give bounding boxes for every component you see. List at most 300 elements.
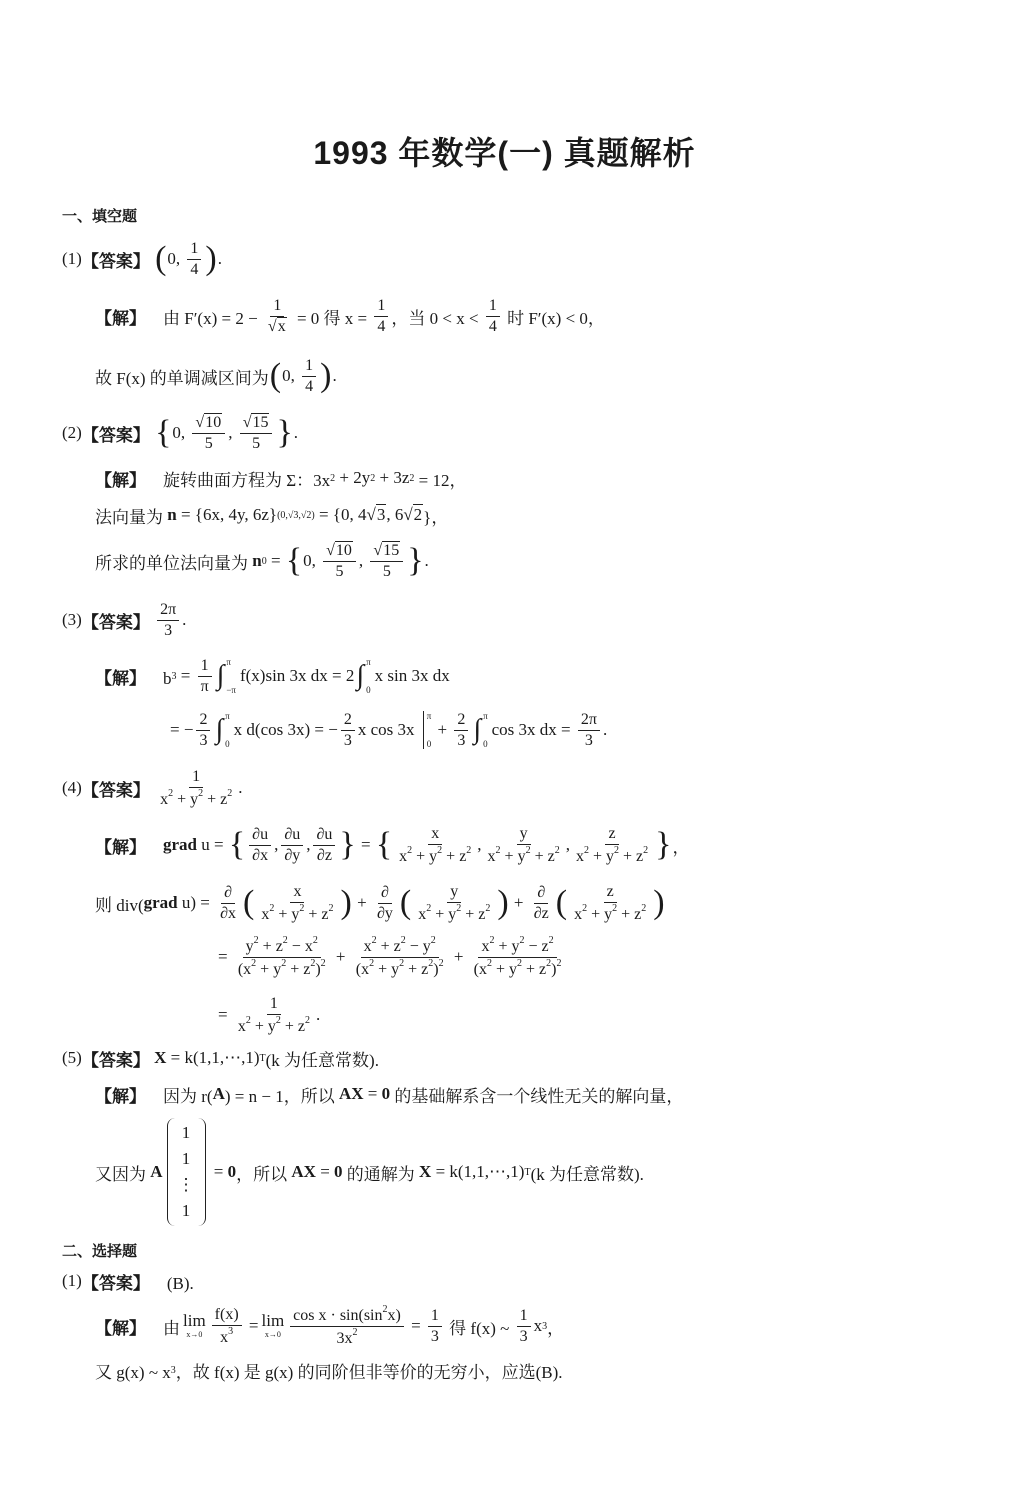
math-text: cos x · sin(sin: [293, 1307, 383, 1325]
q2-solution-normal: [95, 493, 448, 537]
subscript: 3: [171, 670, 177, 682]
superscript: 2: [466, 844, 472, 856]
fraction: [196, 710, 210, 749]
math-text: x: [160, 790, 169, 808]
bold-text: 0: [227, 1162, 237, 1181]
superscript: 2: [282, 935, 288, 947]
numerator: [605, 824, 618, 844]
bold-text: 【答案】: [81, 251, 150, 271]
radicand: 10: [335, 542, 352, 560]
c1-solution-cont: [95, 1348, 563, 1392]
math-text: 的基础解系含一个线性无关的解向量，: [390, 1086, 684, 1106]
denominator: [157, 788, 235, 809]
math-text: x: [431, 825, 440, 843]
radicand: 3: [376, 505, 386, 524]
fraction: [290, 1304, 404, 1347]
math-text: (1): [62, 1271, 82, 1290]
bold-text: 【答案】: [81, 780, 150, 800]
q3-solution: [95, 654, 450, 698]
lim-subscript: x→0: [186, 1329, 203, 1339]
math-text: x: [399, 847, 408, 865]
denominator: [281, 846, 303, 865]
math-text: 由: [146, 1318, 180, 1338]
math-text: x: [574, 905, 583, 923]
denominator: [415, 903, 493, 924]
denominator: [353, 958, 447, 979]
math-text: u) =: [177, 893, 215, 912]
math-text: 1: [377, 297, 386, 315]
superscript: 2: [299, 902, 305, 914]
superscript: 2: [399, 957, 405, 969]
numerator: [454, 710, 468, 730]
numerator: [361, 935, 439, 957]
math-text: 故 F(x) 的单调减区间为: [95, 368, 269, 388]
numerator: [378, 883, 392, 903]
superscript: 2: [312, 935, 318, 947]
math-text: ∂u: [316, 826, 333, 844]
c1-answer: [62, 1259, 194, 1303]
math-text: 0,: [303, 551, 321, 570]
numerator: [157, 600, 179, 620]
superscript: 2: [486, 957, 492, 969]
numerator: [249, 825, 271, 845]
math-text: 2: [199, 711, 208, 729]
math-text: + z: [522, 960, 547, 978]
math-text: x: [237, 1017, 246, 1035]
math-text: +: [509, 893, 528, 912]
bold-text: n: [252, 551, 262, 570]
integral: [356, 657, 372, 695]
radical-sign: √: [366, 505, 376, 524]
numerator: [578, 710, 600, 730]
denominator: [341, 731, 355, 750]
superscript: 2: [330, 472, 336, 484]
superscript: 2: [546, 957, 552, 969]
large-delimiter: ): [497, 884, 509, 921]
numerator: [534, 883, 548, 903]
math-text: =: [218, 1005, 232, 1024]
math-text: .: [182, 610, 187, 629]
numerator: [341, 710, 355, 730]
denominator: [471, 958, 565, 979]
math-text: 1: [190, 240, 199, 258]
math-text: .: [332, 366, 337, 385]
integral-sign: ∫: [215, 714, 224, 745]
bold-text: 【解】: [95, 1086, 146, 1106]
fraction: [517, 1306, 531, 1345]
lower-limit: 0: [225, 739, 230, 749]
math-text: 0,: [172, 423, 190, 442]
numerator: [302, 356, 316, 376]
large-delimiter: ): [205, 240, 217, 277]
vector-entry: 1: [181, 1201, 191, 1220]
fraction: [302, 356, 316, 395]
large-delimiter: {: [285, 542, 303, 579]
bold-text: A: [212, 1084, 225, 1103]
math-text: 2π: [580, 711, 597, 729]
superscript: 2: [613, 844, 619, 856]
large-delimiter: {: [155, 414, 172, 451]
bold-text: 【解】: [95, 308, 146, 328]
bold-text: 0: [381, 1084, 391, 1103]
math-text: =: [244, 1316, 259, 1335]
fraction: [249, 825, 271, 864]
radicand: 10: [205, 414, 222, 432]
q1-answer: [62, 237, 222, 281]
numerator: [517, 824, 531, 844]
superscript: 2: [428, 957, 434, 969]
large-delimiter: }: [276, 414, 293, 451]
denominator: [573, 845, 651, 866]
math-text: y: [450, 883, 459, 901]
math-text: ，: [672, 837, 690, 857]
integral-limits: [366, 657, 371, 695]
math-text: x: [293, 883, 302, 901]
lim-label: lim: [183, 1311, 206, 1331]
denominator: [302, 377, 316, 396]
fraction: [531, 883, 552, 922]
superscript: 2: [582, 902, 588, 914]
radical-sign: √: [267, 317, 277, 335]
numerator: [212, 1305, 242, 1325]
fraction: [485, 824, 563, 865]
superscript: 2: [305, 1014, 310, 1026]
large-delimiter: }: [407, 542, 424, 579]
math-text: + y: [250, 1017, 276, 1035]
denominator: [235, 1015, 313, 1036]
superscript: 2: [310, 957, 316, 969]
math-text: 3: [584, 731, 593, 749]
lower-limit: 0: [366, 685, 371, 695]
square-root: [268, 317, 287, 335]
numerator: [478, 935, 556, 957]
superscript: 2: [548, 935, 554, 947]
math-text: 由 F′(x) = 2 −: [146, 308, 262, 328]
numerator: [604, 882, 617, 902]
large-delimiter: (: [269, 357, 282, 394]
numerator: [374, 296, 388, 316]
numerator: [486, 296, 500, 316]
upper-limit: π: [426, 711, 432, 721]
square-root: [366, 505, 386, 525]
bold-text: A: [150, 1162, 163, 1181]
math-text: 1: [269, 995, 278, 1013]
radicand: 15: [252, 414, 269, 432]
numerator: [281, 825, 303, 845]
section-heading-choice: 二、选择题: [62, 1241, 138, 1260]
math-text: x sin 3x d​x: [374, 666, 450, 685]
math-text: 2: [457, 711, 466, 729]
math-text: 1: [192, 768, 201, 786]
square-root: [195, 413, 222, 431]
superscript: 2: [519, 935, 525, 947]
q3-solution-cont: [170, 708, 607, 752]
bold-text: 【答案】: [81, 425, 150, 445]
math-text: ,: [477, 835, 482, 854]
math-text: x: [487, 847, 496, 865]
bold-text: AX: [291, 1162, 316, 1181]
math-text: (2): [62, 423, 82, 442]
radical-sign: √: [326, 542, 335, 560]
fraction: [313, 825, 335, 864]
integral-sign: ∫: [473, 714, 482, 745]
math-text: 3: [430, 1327, 439, 1345]
math-text: =: [315, 1162, 335, 1181]
math-text: x: [220, 1328, 229, 1346]
radical-sign: √: [373, 542, 383, 560]
math-text: x d(cos 3x) = −: [233, 720, 338, 739]
q4-solution-result: [218, 993, 320, 1037]
math-text: + z: [376, 938, 401, 956]
evaluation-bar: [419, 711, 434, 749]
math-text: , 6: [386, 505, 404, 524]
fraction: [353, 935, 447, 978]
q4-answer: [62, 766, 242, 810]
upper-limit: π: [483, 711, 488, 721]
fraction: [187, 239, 201, 278]
math-text: + z: [442, 847, 467, 865]
math-text: (x: [355, 960, 370, 978]
math-text: (4): [62, 778, 82, 797]
math-text: +: [352, 893, 371, 912]
math-text: ∂u: [252, 826, 269, 844]
superscript: 2: [328, 902, 334, 914]
math-text: ∂x: [252, 846, 269, 864]
superscript: 3: [170, 1364, 176, 1376]
math-text: .: [602, 720, 608, 739]
numerator: [196, 710, 210, 730]
math-text: = {6x, 4y, 6z}: [176, 505, 278, 524]
math-text: 因为 r(: [146, 1086, 213, 1106]
denominator: [531, 904, 552, 923]
superscript: 2: [641, 902, 647, 914]
superscript: 2: [400, 935, 406, 947]
numerator: [447, 882, 461, 902]
math-text: ∂z: [533, 904, 549, 922]
fraction: [157, 600, 179, 639]
math-text: 4: [488, 317, 497, 335]
q4-solution-div: [95, 881, 666, 925]
fraction: [415, 882, 493, 923]
bold-text: 【解】: [95, 470, 146, 490]
math-text: = k(1,1,⋯,1): [431, 1162, 525, 1181]
numerator: [323, 541, 356, 561]
math-text: ): [315, 960, 321, 978]
fraction: [157, 767, 235, 808]
bold-text: X: [419, 1162, 432, 1181]
math-text: = 0 得 x =: [292, 308, 372, 328]
math-text: =: [363, 1084, 382, 1103]
denominator: [196, 731, 210, 750]
denominator: [217, 1326, 236, 1347]
large-delimiter: (: [155, 240, 167, 277]
math-text: =: [356, 835, 375, 854]
math-text: y: [519, 825, 528, 843]
bold-text: grad: [163, 835, 197, 854]
math-text: + y: [173, 790, 199, 808]
superscript: 3: [542, 1320, 548, 1332]
superscript: 2: [409, 472, 415, 484]
superscript: 2: [352, 1326, 358, 1338]
math-text: 2: [343, 711, 352, 729]
math-text: (5): [62, 1048, 82, 1067]
math-text: ，: [547, 1318, 565, 1338]
math-text: [150, 778, 154, 798]
fraction: [281, 825, 303, 864]
numerator: [517, 1306, 531, 1326]
math-text: ，故 f(x) 是 g(x) 的同阶但非等价的无穷小，应选(B).: [175, 1362, 563, 1382]
fraction: [217, 883, 239, 922]
large-delimiter: {: [228, 826, 246, 863]
math-text: [150, 423, 154, 443]
math-text: + y: [431, 905, 457, 923]
math-text: − z: [524, 938, 549, 956]
fraction: [258, 882, 336, 923]
superscript: 2: [245, 1014, 251, 1026]
math-text: z: [606, 883, 614, 901]
math-text: cos 3x d​x =: [491, 720, 575, 739]
superscript: 2: [583, 844, 589, 856]
math-text: 0,: [167, 249, 185, 268]
math-text: 5: [335, 562, 344, 580]
math-text: + y: [491, 960, 518, 978]
denominator: [198, 677, 212, 696]
math-text: ，所以: [236, 1164, 292, 1184]
denominator: [374, 904, 396, 923]
math-text: + z: [461, 905, 486, 923]
denominator: [454, 731, 468, 750]
superscript: 2: [426, 902, 432, 914]
denominator: [217, 904, 239, 923]
math-text: 1: [305, 357, 314, 375]
integral-sign: ∫: [356, 660, 365, 691]
math-text: 又因为: [95, 1164, 151, 1184]
denominator: [187, 260, 201, 279]
math-text: 又 g(x) ~ x: [95, 1362, 171, 1382]
superscript: 2: [437, 844, 443, 856]
math-text: 2π: [160, 601, 177, 619]
denominator: [486, 317, 500, 336]
math-text: ∂x: [220, 904, 237, 922]
math-text: 3x: [336, 1329, 353, 1347]
math-text: (k 为任意常数).: [530, 1164, 644, 1184]
q5-solution-cont: [95, 1123, 644, 1220]
math-text: + 2y: [335, 468, 371, 487]
denominator: [235, 958, 329, 979]
math-text: + z: [617, 905, 642, 923]
fraction: [235, 994, 313, 1035]
superscript: 0: [261, 555, 267, 567]
math-text: b: [146, 668, 172, 688]
lower-limit: −π: [226, 685, 236, 695]
subscript: (0,√3,√2): [277, 509, 315, 521]
fraction: [578, 710, 600, 749]
math-text: ): [433, 960, 439, 978]
bold-text: 【答案】: [81, 612, 150, 632]
math-text: + z: [618, 847, 644, 865]
square-root: [373, 541, 400, 559]
large-delimiter: }: [655, 826, 672, 863]
denominator: [202, 434, 216, 453]
superscript: 2: [489, 935, 495, 947]
bold-text: 【答案】: [81, 1273, 150, 1293]
math-text: f(x)sin 3x d​x = 2: [239, 666, 355, 685]
math-text: (B).: [149, 1273, 194, 1293]
fraction: [341, 710, 355, 749]
bold-text: 【答案】: [81, 1050, 150, 1070]
fraction: [428, 1306, 442, 1345]
q2-answer: [62, 411, 298, 455]
denominator: [582, 731, 596, 750]
integral: [217, 657, 238, 695]
math-text: x cos 3x: [357, 720, 419, 739]
radical-sign: √: [242, 414, 252, 432]
superscript: 2: [275, 1014, 281, 1026]
math-text: 1: [430, 1307, 439, 1325]
math-text: ) = n − 1，所以: [224, 1086, 339, 1106]
math-text: x: [261, 905, 270, 923]
section-heading-fill-in: 一、填空题: [62, 206, 138, 225]
superscript: 2: [643, 844, 649, 856]
math-text: + z: [304, 905, 329, 923]
lower-limit: 0: [483, 739, 488, 749]
math-text: = k(1,1,⋯,1): [166, 1048, 260, 1067]
lim-subscript: x→0: [264, 1329, 281, 1339]
numerator: [428, 1306, 442, 1326]
math-text: + z: [404, 960, 429, 978]
fraction: [198, 656, 212, 695]
square-root: [243, 413, 270, 431]
radicand: 2: [413, 505, 423, 524]
math-text: 5: [252, 434, 261, 452]
math-text: = −: [170, 720, 194, 739]
math-text: ∂y: [284, 846, 301, 864]
superscript: 2: [281, 957, 287, 969]
superscript: 2: [430, 935, 436, 947]
large-delimiter: (: [243, 884, 255, 921]
math-text: ,: [306, 835, 311, 854]
math-text: .: [293, 423, 299, 442]
math-text: + y: [274, 905, 300, 923]
math-text: 3: [343, 731, 352, 749]
math-text: x: [533, 1316, 543, 1335]
numerator: [192, 413, 225, 433]
numerator: [290, 882, 304, 902]
vector-entry: ⋮: [177, 1175, 195, 1194]
lower-limit: 0: [426, 739, 432, 749]
math-text: ∂y: [376, 904, 393, 922]
math-text: =: [266, 551, 285, 570]
large-delimiter: }: [339, 826, 356, 863]
bold-text: 【解】: [95, 1318, 146, 1338]
superscript: 2: [251, 957, 257, 969]
math-text: 4: [377, 317, 386, 335]
math-text: 1: [273, 297, 282, 315]
math-text: (1): [62, 249, 82, 268]
math-text: x: [363, 938, 372, 956]
square-root: [403, 505, 423, 525]
superscript: 2: [369, 957, 375, 969]
q5-solution: [95, 1072, 683, 1116]
math-text: u =: [197, 835, 228, 854]
superscript: 2: [556, 957, 562, 969]
math-text: ∂z: [316, 846, 332, 864]
bold-text: 【解】: [95, 668, 146, 688]
math-text: x): [387, 1307, 401, 1325]
math-text: − y: [405, 938, 431, 956]
math-text: + y: [500, 847, 526, 865]
bold-text: 【解】: [95, 837, 146, 857]
